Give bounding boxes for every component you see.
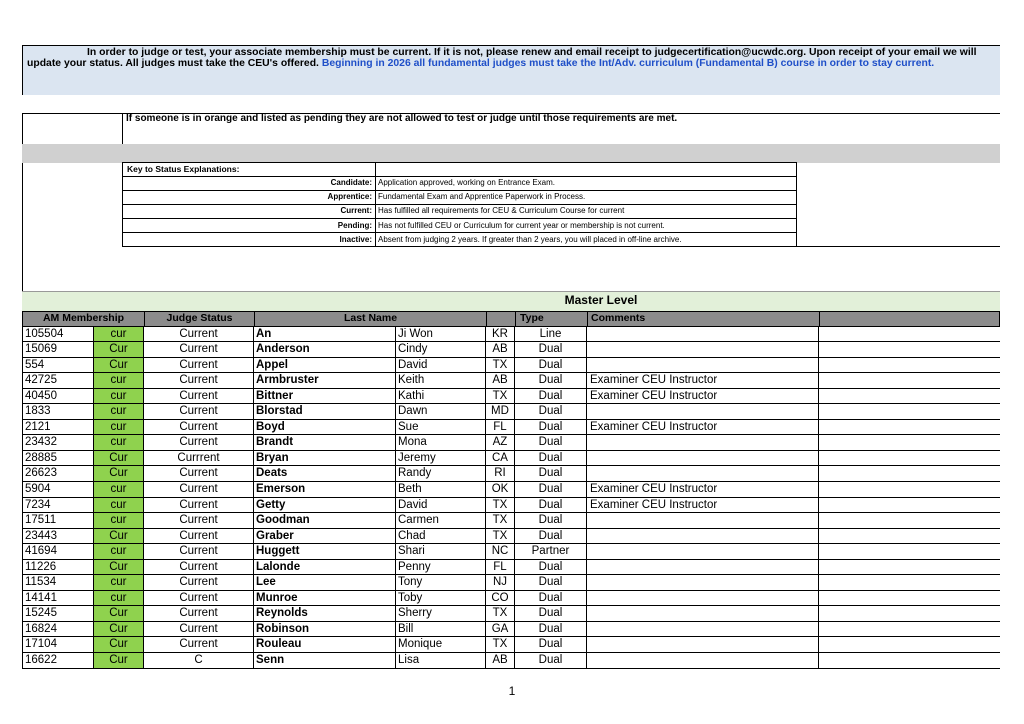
last-name: Emerson [254, 482, 396, 497]
membership-status: Cur [94, 560, 144, 575]
judge-type: Partner [515, 544, 587, 559]
header-type: Type [516, 312, 588, 326]
judge-type: Dual [515, 342, 587, 357]
last-name: Lee [254, 575, 396, 590]
first-name: Kathi [396, 389, 486, 404]
first-name: David [396, 498, 486, 513]
comments [587, 358, 819, 373]
last-name: Rouleau [254, 637, 396, 652]
table-header [22, 311, 1000, 327]
extra-cell [819, 529, 1000, 544]
header-status: Judge Status [145, 312, 255, 326]
first-name: Jeremy [396, 451, 486, 466]
extra-cell [819, 389, 1000, 404]
last-name: Reynolds [254, 606, 396, 621]
header-comments: Comments [588, 312, 820, 326]
master-level-band [22, 291, 1000, 311]
membership-id: 17104 [22, 637, 94, 652]
first-name: Sherry [396, 606, 486, 621]
membership-id: 23443 [22, 529, 94, 544]
last-name: Bryan [254, 451, 396, 466]
membership-id: 105504 [22, 327, 94, 342]
state: KR [486, 327, 515, 342]
judge-status: Current [144, 560, 254, 575]
membership-status: Cur [94, 637, 144, 652]
extra-cell [819, 622, 1000, 637]
comments [587, 653, 819, 668]
membership-id: 11534 [22, 575, 94, 590]
last-name: Huggett [254, 544, 396, 559]
header-last-name: Last Name [255, 312, 487, 326]
membership-id: 14141 [22, 591, 94, 606]
comments [587, 544, 819, 559]
state: TX [486, 606, 515, 621]
notice-main: In order to judge or test, your associate membership must be current. If it is not, please renew and email receipt to judgecertification@ucwdc.org. Upon receipt of your email we will update your status. All judges must take the CEU's offered. [27, 47, 977, 70]
judge-table [22, 327, 1000, 669]
membership-id: 17511 [22, 513, 94, 528]
membership-id: 41694 [22, 544, 94, 559]
table-row [22, 482, 1000, 498]
judge-type: Dual [515, 637, 587, 652]
judge-status: Current [144, 513, 254, 528]
membership-status: cur [94, 482, 144, 497]
judge-type: Dual [515, 358, 587, 373]
first-name: Chad [396, 529, 486, 544]
extra-cell [819, 358, 1000, 373]
table-row [22, 389, 1000, 405]
first-name: Bill [396, 622, 486, 637]
comments [587, 466, 819, 481]
state: GA [486, 622, 515, 637]
membership-status: Cur [94, 451, 144, 466]
key-term: Pending: [337, 220, 372, 230]
membership-status: cur [94, 404, 144, 419]
last-name: Brandt [254, 435, 396, 450]
first-name: Lisa [396, 653, 486, 668]
membership-status: Cur [94, 358, 144, 373]
table-row [22, 622, 1000, 638]
section-title: Master Level [564, 293, 638, 307]
state: NC [486, 544, 515, 559]
key-row-candidate [123, 176, 796, 190]
judge-status: Current [144, 466, 254, 481]
membership-status: cur [94, 544, 144, 559]
comments: Examiner CEU Instructor [587, 482, 819, 497]
first-name: Ji Won [396, 327, 486, 342]
table-row [22, 420, 1000, 436]
key-desc: Application approved, working on Entrance Exam. [378, 178, 555, 187]
last-name: An [254, 327, 396, 342]
key-separator [375, 177, 376, 190]
membership-status: Cur [94, 622, 144, 637]
judge-type: Dual [515, 482, 587, 497]
last-name: Bittner [254, 389, 396, 404]
notice-banner [22, 45, 1000, 95]
membership-status: cur [94, 575, 144, 590]
judge-type: Dual [515, 575, 587, 590]
membership-id: 1833 [22, 404, 94, 419]
table-row [22, 327, 1000, 343]
pending-rule-text: If someone is in orange and listed as pending they are not allowed to test or judge until those requirements are met. [126, 113, 678, 124]
extra-cell [819, 327, 1000, 342]
membership-id: 16622 [22, 653, 94, 668]
comments [587, 451, 819, 466]
membership-status: cur [94, 591, 144, 606]
table-row [22, 404, 1000, 420]
membership-status: Cur [94, 653, 144, 668]
notice-blue: Beginning in 2026 all fundamental judges must take the Int/Adv. curriculum (Fundamental B) course in order to stay current. [321, 58, 935, 70]
key-separator [375, 163, 376, 176]
judge-status: Current [144, 358, 254, 373]
extra-cell [819, 482, 1000, 497]
key-row-apprentice [123, 190, 796, 204]
judge-type: Dual [515, 451, 587, 466]
last-name: Appel [254, 358, 396, 373]
last-name: Goodman [254, 513, 396, 528]
membership-id: 2121 [22, 420, 94, 435]
state: NJ [486, 575, 515, 590]
grid-line [122, 113, 123, 144]
state: TX [486, 529, 515, 544]
comments [587, 435, 819, 450]
table-row [22, 498, 1000, 514]
state: RI [486, 466, 515, 481]
extra-cell [819, 637, 1000, 652]
judge-status: Current [144, 544, 254, 559]
grid-line [22, 113, 23, 144]
state: OK [486, 482, 515, 497]
state: FL [486, 560, 515, 575]
extra-cell [819, 560, 1000, 575]
grid-line [797, 246, 1000, 247]
state: TX [486, 389, 515, 404]
state: CA [486, 451, 515, 466]
judge-type: Dual [515, 389, 587, 404]
membership-id: 26623 [22, 466, 94, 481]
membership-status: cur [94, 435, 144, 450]
comments [587, 327, 819, 342]
judge-type: Dual [515, 653, 587, 668]
header-extra [820, 312, 999, 326]
membership-id: 28885 [22, 451, 94, 466]
membership-id: 7234 [22, 498, 94, 513]
judge-status: Current [144, 373, 254, 388]
membership-status: cur [94, 373, 144, 388]
membership-status: Cur [94, 529, 144, 544]
judge-status: Current [144, 637, 254, 652]
table-row [22, 358, 1000, 374]
membership-id: 11226 [22, 560, 94, 575]
status-key [122, 162, 797, 247]
last-name: Graber [254, 529, 396, 544]
membership-id: 5904 [22, 482, 94, 497]
comments: Examiner CEU Instructor [587, 498, 819, 513]
membership-id: 15245 [22, 606, 94, 621]
first-name: Penny [396, 560, 486, 575]
key-term: Inactive: [339, 234, 372, 244]
key-row-inactive [123, 232, 796, 246]
table-row [22, 653, 1000, 669]
membership-status: Cur [94, 606, 144, 621]
first-name: Monique [396, 637, 486, 652]
judge-status: Current [144, 327, 254, 342]
state: FL [486, 420, 515, 435]
extra-cell [819, 653, 1000, 668]
first-name: David [396, 358, 486, 373]
first-name: Dawn [396, 404, 486, 419]
first-name: Beth [396, 482, 486, 497]
last-name: Munroe [254, 591, 396, 606]
membership-status: cur [94, 389, 144, 404]
judge-status: Currrent [144, 451, 254, 466]
membership-status: Cur [94, 466, 144, 481]
last-name: Blorstad [254, 404, 396, 419]
last-name: Getty [254, 498, 396, 513]
state: CO [486, 591, 515, 606]
table-row [22, 513, 1000, 529]
membership-status: cur [94, 327, 144, 342]
first-name: Cindy [396, 342, 486, 357]
key-desc: Fundamental Exam and Apprentice Paperwork in Process. [378, 192, 586, 202]
table-row [22, 560, 1000, 576]
judge-type: Dual [515, 529, 587, 544]
key-term: Current: [340, 206, 372, 216]
judge-status: Current [144, 622, 254, 637]
comments [587, 342, 819, 357]
judge-type: Dual [515, 466, 587, 481]
membership-id: 15069 [22, 342, 94, 357]
state: AB [486, 653, 515, 668]
notice-text [27, 47, 999, 69]
judge-status: Current [144, 529, 254, 544]
state: MD [486, 404, 515, 419]
first-name: Tony [396, 575, 486, 590]
membership-status: cur [94, 513, 144, 528]
extra-cell [819, 451, 1000, 466]
membership-status: Cur [94, 342, 144, 357]
key-row-current [123, 204, 796, 218]
extra-cell [819, 498, 1000, 513]
key-separator [375, 191, 376, 204]
header-state [487, 312, 516, 326]
judge-status: Current [144, 498, 254, 513]
membership-id: 16824 [22, 622, 94, 637]
table-row [22, 342, 1000, 358]
membership-id: 42725 [22, 373, 94, 388]
state: TX [486, 513, 515, 528]
page-number: 1 [508, 684, 516, 698]
judge-status: Current [144, 342, 254, 357]
extra-cell [819, 513, 1000, 528]
key-separator [375, 233, 376, 246]
judge-type: Dual [515, 622, 587, 637]
table-row [22, 373, 1000, 389]
comments: Examiner CEU Instructor [587, 373, 819, 388]
judge-type: Dual [515, 513, 587, 528]
last-name: Lalonde [254, 560, 396, 575]
judge-status: Current [144, 591, 254, 606]
gray-band [22, 144, 1000, 163]
extra-cell [819, 404, 1000, 419]
comments: Examiner CEU Instructor [587, 389, 819, 404]
comments [587, 606, 819, 621]
first-name: Randy [396, 466, 486, 481]
key-desc: Has fulfilled all requirements for CEU & Curriculum Course for current [378, 206, 625, 216]
table-row [22, 606, 1000, 622]
first-name: Mona [396, 435, 486, 450]
comments: Examiner CEU Instructor [587, 420, 819, 435]
comments [587, 560, 819, 575]
state: TX [486, 358, 515, 373]
table-row [22, 637, 1000, 653]
extra-cell [819, 575, 1000, 590]
judge-status: C [144, 653, 254, 668]
table-row [22, 544, 1000, 560]
key-separator [375, 219, 376, 232]
membership-status: cur [94, 498, 144, 513]
extra-cell [819, 342, 1000, 357]
table-row [22, 575, 1000, 591]
state: AB [486, 342, 515, 357]
extra-cell [819, 606, 1000, 621]
header-membership: AM Membership [23, 312, 145, 326]
membership-status: cur [94, 420, 144, 435]
table-row [22, 435, 1000, 451]
first-name: Keith [396, 373, 486, 388]
grid-line [22, 163, 23, 291]
key-separator [375, 205, 376, 218]
key-desc: Has not fulfilled CEU or Curriculum for current year or membership is not current. [378, 220, 665, 230]
judge-status: Current [144, 435, 254, 450]
extra-cell [819, 466, 1000, 481]
extra-cell [819, 373, 1000, 388]
table-row [22, 529, 1000, 545]
judge-type: Dual [515, 373, 587, 388]
membership-id: 40450 [22, 389, 94, 404]
judge-status: Current [144, 575, 254, 590]
comments [587, 637, 819, 652]
comments [587, 622, 819, 637]
judge-status: Current [144, 389, 254, 404]
judge-type: Dual [515, 560, 587, 575]
extra-cell [819, 544, 1000, 559]
table-row [22, 591, 1000, 607]
comments [587, 529, 819, 544]
last-name: Anderson [254, 342, 396, 357]
state: AZ [486, 435, 515, 450]
judge-type: Dual [515, 606, 587, 621]
key-desc: Absent from judging 2 years. If greater than 2 years, you will placed in off-line archive. [378, 234, 682, 244]
state: TX [486, 637, 515, 652]
judge-type: Dual [515, 591, 587, 606]
judge-type: Dual [515, 498, 587, 513]
last-name: Boyd [254, 420, 396, 435]
extra-cell [819, 435, 1000, 450]
judge-type: Dual [515, 420, 587, 435]
key-term: Apprentice: [327, 192, 372, 202]
last-name: Senn [254, 653, 396, 668]
comments [587, 404, 819, 419]
judge-type: Line [515, 327, 587, 342]
comments [587, 575, 819, 590]
key-term: Candidate: [330, 178, 372, 187]
judge-status: Current [144, 404, 254, 419]
state: TX [486, 498, 515, 513]
first-name: Toby [396, 591, 486, 606]
judge-type: Dual [515, 404, 587, 419]
first-name: Sue [396, 420, 486, 435]
comments [587, 591, 819, 606]
key-title: Key to Status Explanations: [127, 164, 240, 174]
judge-status: Current [144, 420, 254, 435]
first-name: Shari [396, 544, 486, 559]
membership-id: 23432 [22, 435, 94, 450]
extra-cell [819, 591, 1000, 606]
last-name: Deats [254, 466, 396, 481]
state: AB [486, 373, 515, 388]
table-row [22, 451, 1000, 467]
judge-type: Dual [515, 435, 587, 450]
comments [587, 513, 819, 528]
last-name: Armbruster [254, 373, 396, 388]
membership-id: 554 [22, 358, 94, 373]
first-name: Carmen [396, 513, 486, 528]
extra-cell [819, 420, 1000, 435]
judge-status: Current [144, 606, 254, 621]
last-name: Robinson [254, 622, 396, 637]
key-row-pending [123, 218, 796, 232]
table-row [22, 466, 1000, 482]
judge-status: Current [144, 482, 254, 497]
